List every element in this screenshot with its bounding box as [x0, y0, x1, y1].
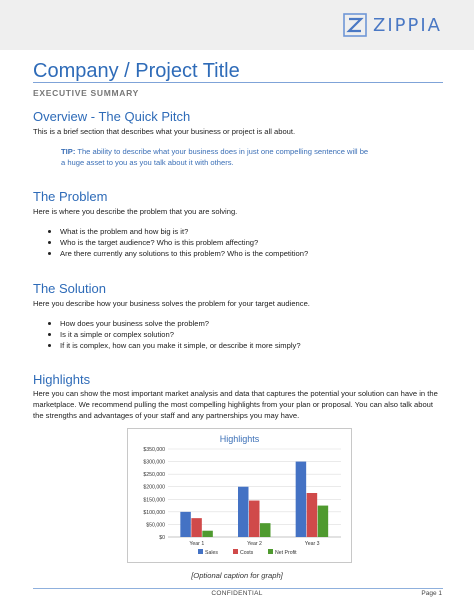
list-item: If it is complex, how can you make it simple, or describe it more simply?	[48, 340, 301, 351]
overview-body: This is a brief section that describes what your business or project is all about.	[33, 127, 296, 136]
bar-costs	[191, 518, 202, 537]
legend-swatch	[268, 549, 273, 554]
overview-heading: Overview - The Quick Pitch	[33, 109, 191, 124]
solution-heading: The Solution	[33, 281, 106, 296]
solution-body: Here you describe how your business solves the problem for your target audience.	[33, 299, 310, 308]
footer-confidential: CONFIDENTIAL	[211, 590, 263, 597]
highlights-heading: Highlights	[33, 372, 91, 387]
list-item: Is it a simple or complex solution?	[48, 329, 301, 340]
y-tick-label: $150,000	[143, 497, 165, 504]
y-tick-label: $100,000	[143, 509, 165, 516]
bar-net-profit	[318, 506, 329, 537]
bar-costs	[249, 501, 260, 537]
bar-net-profit	[202, 531, 213, 537]
list-item: How does your business solve the problem?	[48, 318, 301, 329]
brand-logo	[343, 13, 442, 37]
document-title: Company / Project Title	[33, 60, 240, 82]
solution-bullets	[48, 318, 301, 351]
legend-label: Sales	[205, 550, 218, 556]
y-tick-label: $350,000	[143, 447, 165, 453]
y-tick-label: $50,000	[146, 522, 165, 529]
list-item: What is the problem and how big is it?	[48, 226, 308, 237]
bar-net-profit	[260, 523, 271, 537]
highlights-chart	[127, 428, 352, 563]
zippia-logo-icon	[343, 13, 367, 37]
footer-page-number: Page 1	[421, 590, 442, 597]
bar-sales	[238, 487, 249, 537]
bar-chart	[128, 429, 351, 562]
highlights-body: Here you can show the most important market analysis and data that captures the potential your solution can have in the marketplace. We recommend pulling the most compelling highlights from your plan or proposal. You can also talk about the strengths and advantages of your staff and any partnerships you may have.	[33, 389, 438, 420]
chart-caption: [Optional caption for graph]	[191, 571, 283, 580]
overview-tip	[61, 146, 371, 168]
header-bar	[0, 0, 474, 50]
document-subtitle: EXECUTIVE SUMMARY	[33, 88, 140, 98]
legend-swatch	[233, 549, 238, 554]
list-item: Are there currently any solutions to this problem? Who is the competition?	[48, 248, 308, 259]
legend-label: Net Profit	[275, 550, 297, 556]
tip-text: The ability to describe what your business does in just one compelling sentence will be a huge asset to you as you talk about it with others.	[61, 147, 369, 167]
y-tick-label: $250,000	[143, 472, 165, 479]
legend-label: Costs	[240, 550, 254, 556]
x-tick-label: Year 3	[304, 541, 320, 547]
title-divider	[33, 82, 443, 83]
bar-costs	[307, 493, 318, 537]
y-tick-label: $200,000	[143, 484, 165, 491]
problem-heading: The Problem	[33, 189, 108, 204]
tip-label: TIP:	[61, 147, 76, 156]
bar-sales	[296, 462, 307, 537]
brand-name: ZIPPIA	[373, 14, 442, 36]
bar-sales	[180, 512, 191, 537]
chart-title: Highlights	[219, 434, 260, 444]
legend-swatch	[198, 549, 203, 554]
problem-body: Here is where you describe the problem that you are solving.	[33, 207, 238, 216]
x-tick-label: Year 1	[189, 541, 205, 547]
list-item: Who is the target audience? Who is this problem affecting?	[48, 237, 308, 248]
footer-divider	[33, 588, 443, 589]
problem-bullets	[48, 226, 308, 259]
y-tick-label: $0	[159, 535, 165, 541]
y-tick-label: $300,000	[143, 459, 165, 466]
x-tick-label: Year 2	[247, 541, 262, 547]
